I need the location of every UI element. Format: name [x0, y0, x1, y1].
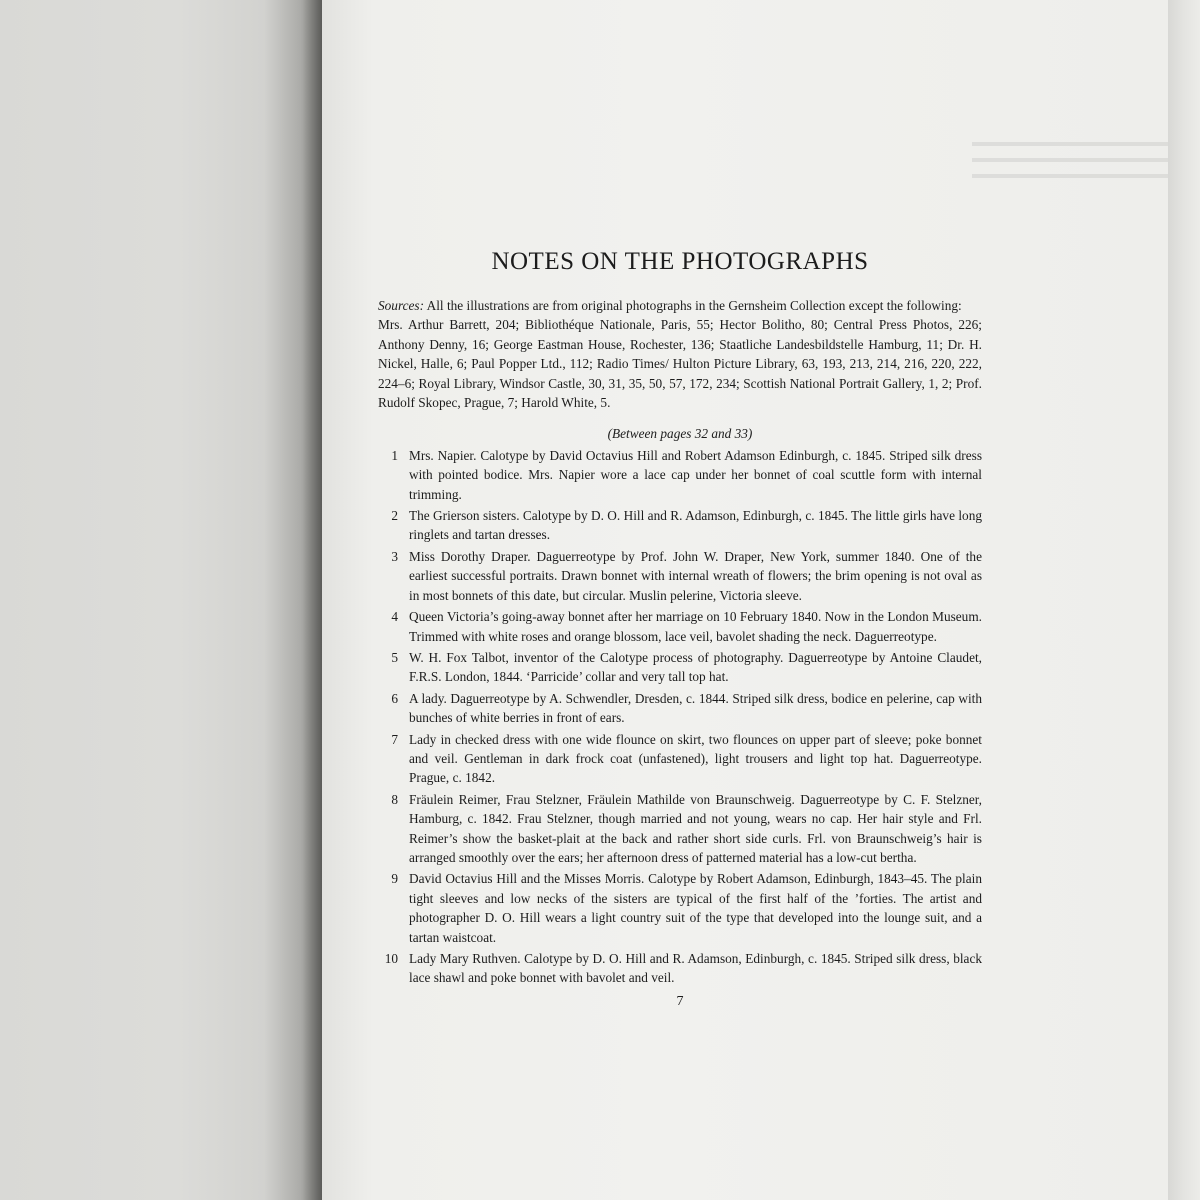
- note-number: 3: [391, 548, 398, 564]
- note-item: [378, 607, 982, 646]
- note-text: Lady Mary Ruthven. Calotype by D. O. Hill and R. Adamson, Edinburgh, c. 1845. Striped silk dress, black lace shawl and poke bonnet with bavolet and veil.: [409, 951, 982, 986]
- note-text: W. H. Fox Talbot, inventor of the Calotype process of photography. Daguerreotype by Antoine Claudet, F.R.S. London, 1844. ‘Parricide’ collar and very tall top hat.: [409, 649, 982, 685]
- sources-intro: All the illustrations are from original photographs in the Gernsheim Collection except the following:: [424, 298, 962, 313]
- sources-label: Sources:: [378, 298, 425, 313]
- note-text: David Octavius Hill and the Misses Morris. Calotype by Robert Adamson, Edinburgh, 1843–45. The plain tight sleeves and low necks of the sisters are typical of the first half of the ’forties. The artist and photographer D. O. Hill wears a light country suit of the type that developed into the lounge suit, and a tartan waistcoat.: [409, 871, 982, 945]
- between-pages-heading: (Between pages 32 and 33): [607, 426, 753, 442]
- note-item: [378, 869, 982, 947]
- left-page: [0, 0, 322, 1200]
- note-number: 4: [391, 609, 398, 625]
- notes-list: [378, 446, 982, 988]
- note-item: [378, 730, 982, 788]
- note-item: [378, 547, 982, 605]
- page-content: [378, 246, 982, 1011]
- note-number: 9: [391, 871, 398, 887]
- sources-list: Mrs. Arthur Barrett, 204; Bibliothéque Nationale, Paris, 55; Hector Bolitho, 80; Central Press Photos, 226; Anthony Denny, 16; George Eastman House, Rochester, 136; Staatliche Landesbildstelle Hamburg, 11; Dr. H. Nickel, Halle, 6; Paul Popper Ltd., 112; Radio Times/ Hulton Picture Library, 63, 193, 213, 214, 216, 220, 222, 224–6; Royal Library, Windsor Castle, 30, 31, 35, 50, 57, 172, 234; Scottish National Portrait Gallery, 1, 2; Prof. Rudolf Skopec, Prague, 7; Harold White, 5.: [378, 317, 982, 411]
- note-item: [378, 446, 982, 504]
- note-text: Miss Dorothy Draper. Daguerreotype by Prof. John W. Draper, New York, summer 1840. One of the earliest successful portraits. Drawn bonnet with internal wreath of flowers; the brim opening is not oval as in most bonnets of this date, but circular. Muslin pelerine, Victoria sleeve.: [409, 548, 982, 603]
- note-text: Fräulein Reimer, Frau Stelzner, Fräulein Mathilde von Braunschweig. Daguerreotype by C. F. Stelzner, Hamburg, c. 1842. Frau Stelzner, though married and not young, wears no cap. Her hair style and Frl. Reimer’s show the basket-plait at the back and rather short side curls. Frl. von Braunschweig’s hair is arranged smoothly over the ears; her afternoon dress of patterned material has a low-cut bertha.: [409, 791, 982, 865]
- note-item: [378, 949, 982, 988]
- sources-paragraph: [378, 296, 982, 412]
- note-number: 5: [391, 649, 398, 665]
- note-number: 1: [391, 447, 398, 463]
- note-text: A lady. Daguerreotype by A. Schwendler, Dresden, c. 1844. Striped silk dress, bodice en pelerine, cap with bunches of white berries in front of ears.: [409, 690, 982, 726]
- note-text: Queen Victoria’s going-away bonnet after her marriage on 10 February 1840. Now in the London Museum. Trimmed with white roses and orange blossom, lace veil, bavolet shading the neck. Daguerreotype.: [409, 609, 982, 644]
- note-number: 2: [391, 508, 398, 524]
- note-number: 6: [391, 690, 398, 706]
- note-item: [378, 648, 982, 687]
- note-text: Lady in checked dress with one wide flounce on skirt, two flounces on upper part of sleeve; poke bonnet and veil. Gentleman in dark frock coat (unfastened), light trousers and light top hat. Daguerreotype. Prague, c. 1842.: [409, 731, 982, 786]
- page-number: 7: [676, 993, 684, 1009]
- page-title: NOTES ON THE PHOTOGRAPHS: [491, 248, 869, 275]
- note-text: The Grierson sisters. Calotype by D. O. Hill and R. Adamson, Edinburgh, c. 1845. The little girls have long ringlets and tartan dresses.: [409, 508, 982, 543]
- note-number: 7: [391, 731, 398, 747]
- note-item: [378, 790, 982, 868]
- note-item: [378, 506, 982, 545]
- note-text: Mrs. Napier. Calotype by David Octavius Hill and Robert Adamson Edinburgh, c. 1845. Striped silk dress with pointed bodice. Mrs. Napier wore a lace cap under her bonnet of coal scuttle form with internal trimming.: [409, 447, 982, 502]
- note-item: [378, 689, 982, 728]
- page-edge: [1168, 0, 1200, 1200]
- note-number: 8: [391, 791, 398, 807]
- bleed-through-text: [972, 130, 1200, 210]
- note-number: 10: [384, 951, 398, 966]
